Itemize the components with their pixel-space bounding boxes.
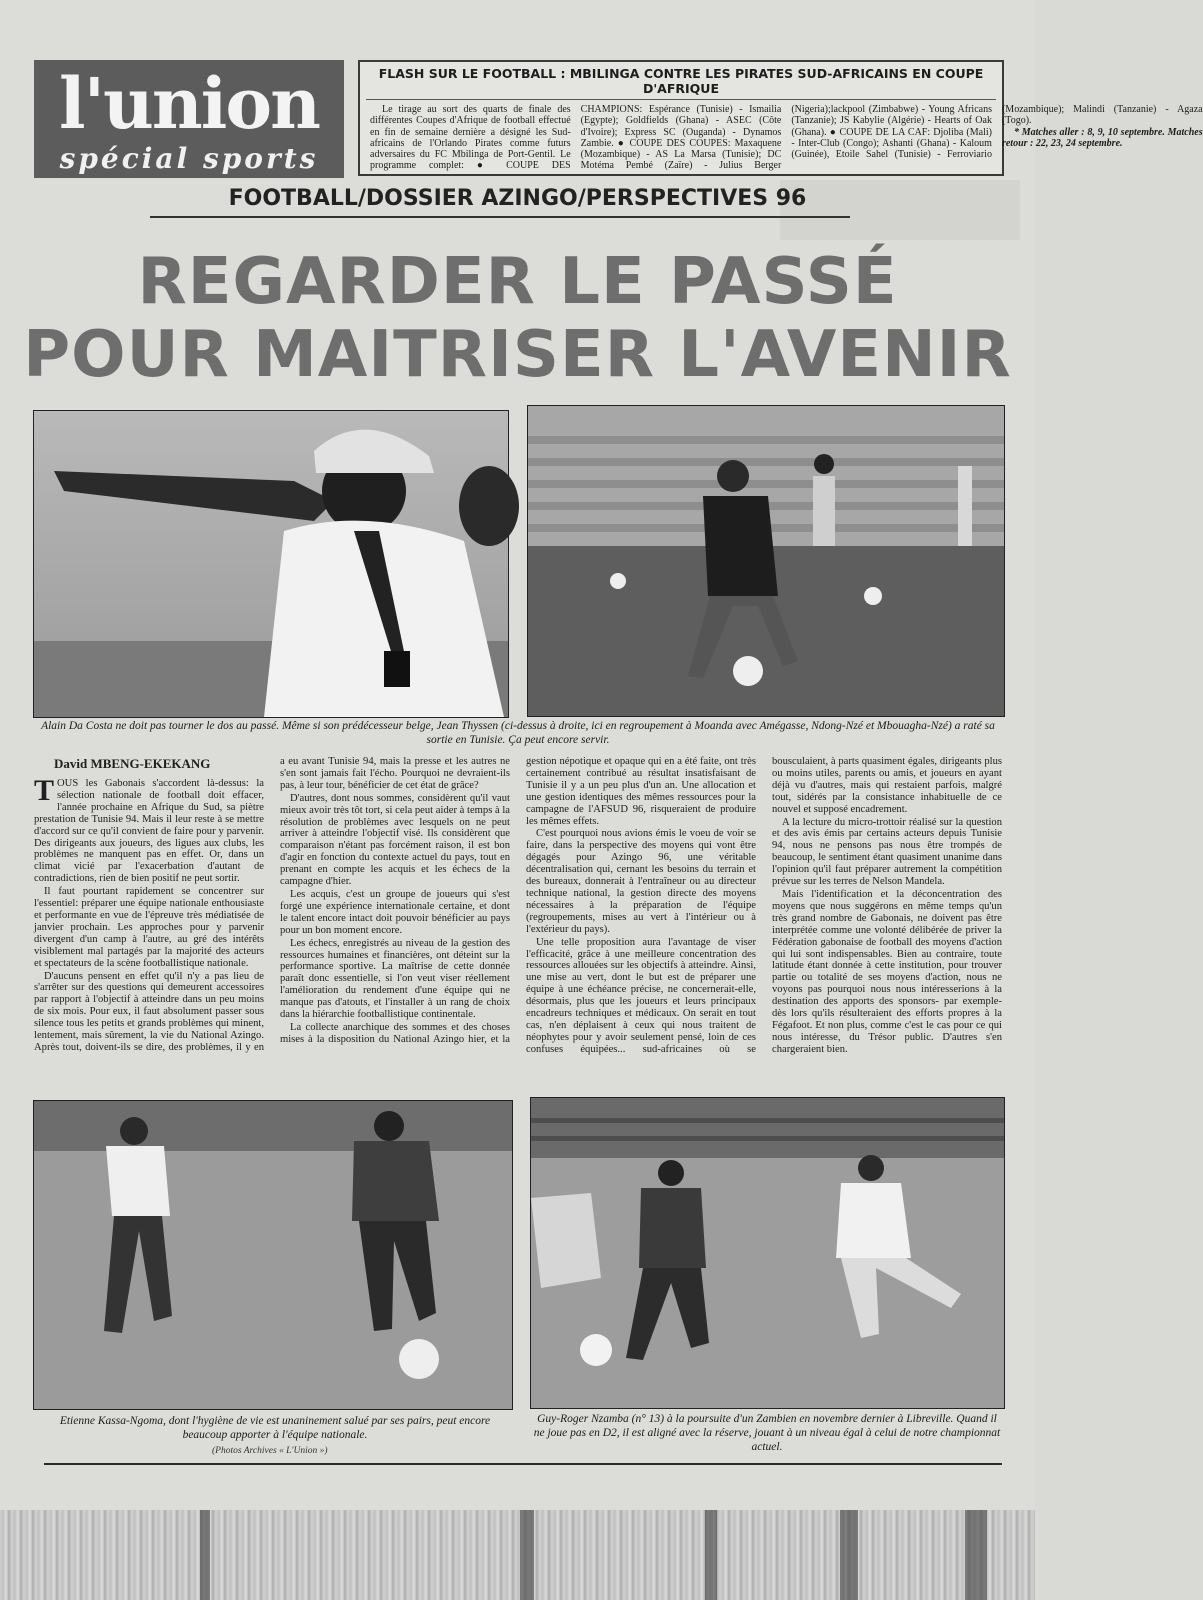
scan-streak xyxy=(840,1510,858,1600)
scan-streak xyxy=(705,1510,717,1600)
article-paragraph-1 xyxy=(34,774,264,885)
flash-text: Le tirage au sort des quarts de finale des différentes Coupes d'Afrique de football effectué en fin de semaine dernière a désigné les Sud-africains de l'Orlando Pirates comme futurs adversaires du FC Mbilinga de Port-Gentil. Le programme complet: ● COUPE DES CHAMPIONS: Espérance (Tunisie) - Ismailia (Egypte); Goldfields (Ghana) - ASEC (Côte d'Ivoire); Express SC (Ouganda) - Dynamos Zambie. ● COUPE DES COUPES: Maxaquene (Mozambique) - AS La Marsa (Tunisie); DC Motéma Pembé (Zaïre) - Julius Berger (Nigeria);lackpool (Zimbabwe) - Young Africans (Tanzanie); JS Kabylie (Algérie) - Hearts of Oak (Ghana). ● COUPE DE LA CAF: Djoliba (Mali) - Inter-Club (Congo); Ashanti (Ghana) - Kaloum (Guinée), Etoile Sahel (Tunisie) - Ferroviario (Mozambique); Malindi (Tanzanie) - Agaza (Togo). xyxy=(370,104,1203,172)
article-paragraph-4: D'autres, dont nous sommes, considèrent qu'il vaut mieux avoir très tôt tort, si cela peut aider à temps à la résolution de problèmes avec lesquels on ne peut arriver à atteindre l'objectif visé. Ils considèrent que comparaison n'étant pas forcément raison, il est bon d'agir en fonction du contexte actuel du pays, tout en prenant en compte les acquis et les échecs de la campagne d'hier. xyxy=(280,792,510,888)
article-paragraph-1-text: OUS les Gabonais s'accordent là-dessus: la sélection nationale de football doit effacer, l'année prochaine en Afrique du Sud, sa piètre prestation de Tunisie 94. Mais il leur reste à se mettre d'accord sur ce qu'il convient de faire pour y parvenir. Des dirigeants aux joueurs, des ligues aux clubs, les problèmes ne manquent pas en effet. Or, dans un climat vicié par l'exacerbation d'autant de contradictions, rien de bien positif ne peut sortir. xyxy=(34,778,264,885)
article-body xyxy=(34,756,1002,1090)
bottom-right-caption: Guy-Roger Nzamba (n° 13) à la poursuite d'un Zambien en novembre dernier à Libreville. Quand il ne joue pas en D2, il est aligné avec la réserve, jouant à un niveau égal à celui de notre championnat actuel. xyxy=(533,1413,1001,1453)
section-rule xyxy=(150,216,850,218)
training-session-photo xyxy=(527,405,1005,717)
flash-dates: * Matches aller : 8, 9, 10 septembre. Matches retour : 22, 23, 24 septembre. xyxy=(1001,126,1203,149)
players-chasing-ball-photo xyxy=(33,1100,513,1410)
bottom-rule xyxy=(44,1463,1002,1465)
article-paragraph-3: D'aucuns pensent en effet qu'il n'y a pas lieu de s'arrêter sur des questions qui demeurent accessoires par rapport à l'objectif à atteindre dans un peu moins de six mois. Pour eux, il faut absolument passer sous silence tous les petits et grands problèmes qui minent, lentement, mais sûrement, la vie du National Azingo. Après tout, doivent-ils se dire, des problèmes, il y en a eu avant Tunisie 94, mais la presse et les autres ne s'en sont jamais fait l'écho. Pourquoi ne devraient-ils pas, à leur tour, bénéficier de cet état de grâce? xyxy=(34,756,510,1053)
article-paragraph-2: Il faut pourtant rapidement se concentrer sur l'essentiel: préparer une équipe nationale enthousiaste et performante en vue de l'épreuve très médiatisée de janvier prochain. Les approches pour y parvenir divergent d'un camp à l'autre, au gré des intérêts visiblement mal partagés par la majorité des acteurs et spectateurs de la scène footballistique nationale. xyxy=(34,886,264,969)
section-header: FOOTBALL/DOSSIER AZINGO/PERSPECTIVES 96 xyxy=(228,186,807,211)
headline-line-1: REGARDER LE PASSÉ xyxy=(137,245,898,319)
article-paragraph-10: A la lecture du micro-trottoir réalisé sur la question et des avis émis par certains acteurs depuis Tunisie 94, nous ne pensons pas nous être trompés de beaucoup, le sentiment étant quasiment unanime dans l'opinion qu'il faut préparer autrement la compétition prévue sur les terres de Nelson Mandela. xyxy=(772,816,1002,888)
article-paragraph-5: Les acquis, c'est un groupe de joueurs qui s'est forgé une expérience internationale certaine, et dont le talent encore intact doit pouvoir bénéficier au pays pour un bon moment encore. xyxy=(280,888,510,936)
masthead-brand: l'union xyxy=(59,62,319,145)
article-paragraph-9: Une telle proposition aura l'avantage de viser l'efficacité, grâce à une meilleure concentration des ressources allouées sur les objectifs à atteindre. Ainsi, une mise au vert, dont le but est de préparer une équipe à une échéance précise, ne concernerait-elle, désormais, plus que les joueurs et leurs principaux encadreurs techniques et médicaux. On serait en tout cas, n'en déplaisent à ceux qui nous traitent de néophytes pour y avoir seulement pensé, loin de ces confuses équipées... sud-africaines où se bousculaient, à parts quasiment égales, dirigeants plus ou moins utiles, parents ou amis, et joueurs en ayant déjà vu d'autres, mais qui restaient parfois, malgré tout, sidérés par la consistance inhabituelle de ce nouvel et supposé encadrement. xyxy=(526,756,1002,1055)
bottom-left-caption: Etienne Kassa-Ngoma, dont l'hygiène de vie est unaninement salué par ses pairs, peut encore beaucoup apporter à l'équipe nationale. xyxy=(59,1415,491,1441)
article-paragraph-7: La collecte anarchique des sommes et des choses mises à la disposition du National Azingo hier, et la gestion népotique et opaque qui en a été faite, ont très certainement contribué au résultat insatisfaisant de Tunisie il y a un peu plus d'un an. Une allocation et une gestion identiques des mêmes ressources pour la campagne de l'AFSUD 96, risqueraient de produire les mêmes effets. xyxy=(280,756,756,1045)
flash-title: FLASH SUR LE FOOTBALL : MBILINGA CONTRE LES PIRATES SUD-AFRICAINS EN COUPE D'AFRIQUE xyxy=(366,62,996,100)
scan-streak xyxy=(520,1510,534,1600)
coach-pointing-photo xyxy=(33,410,509,718)
masthead-subtitle: spécial sports xyxy=(59,142,319,175)
article-paragraph-11: Mais l'identification et la déconcentration des moyens que nous suggérons en même temps qu'un très grand nombre de Gabonais, ne doivent pas être interprétée comme une volonté délibérée de priver la Fédération gabonaise de football des moyens d'action qui lui sont indispensables. Bien au contraire, toute latitude étant donnée à cette institution, pour trouver partie ou totalité de ses moyens d'action, nous ne voyons pas pourquoi nous nous intéresserions à la destination des apports des sponsors- par exemple- dès lors qu'ils résulteraient des efforts propres à la Fégafoot. Et non plus, comme c'est le cas pour ce qui nous intéresse, du Trésor public. D'autres s'en chargeraient bien. xyxy=(772,888,1002,1055)
photo-credit: (Photos Archives « L'Union ») xyxy=(212,1446,328,1456)
scan-streak xyxy=(965,1510,987,1600)
scan-streak xyxy=(200,1510,210,1600)
article-paragraph-8: C'est pourquoi nous avions émis le voeu de voir se faire, dans la perspective des moyens qui vont être dégagés pour Azingo 96, une véritable décentralisation qui, cernant les besoins du terrain et des bureaux, donnerait à l'entraîneur ou au directeur technique national, la gestion directe des moyens nécessaires à la préparation de l'équipe (regroupements, mises au vert à l'intérieur ou à l'extérieur du pays). xyxy=(526,828,756,935)
masthead xyxy=(34,60,344,178)
article-paragraph-6: Les échecs, enregistrés au niveau de la gestion des ressources humaines et financières, ont déteint sur la performance sportive. La maîtrise de cette donnée paraît donc essentielle, si l'on veut viser réellement l'amélioration du rendement d'une équipe qui ne manque pas d'atouts, et l'installer à un rang de choix dans la hiérarchie footballistique continentale. xyxy=(280,937,510,1021)
scan-artifact-strip xyxy=(0,1510,1035,1600)
flash-body xyxy=(360,100,1203,182)
headline-line-2: POUR MAITRISER L'AVENIR xyxy=(23,318,1012,392)
dropcap: T xyxy=(34,774,55,807)
article-byline: David MBENG-EKEKANG xyxy=(54,756,211,771)
match-action-photo xyxy=(530,1097,1005,1409)
top-photo-caption: Alain Da Costa ne doit pas tourner le dos au passé. Même si son prédécesseur belge, Jean Thyssen (ci-dessus à droite, ici en regroupement à Moanda avec Amégasse, Ndong-Nzé et Mbouagha-Nzé) a raté sa sortie en Tunisie. Ça peut encore servir. xyxy=(41,720,995,746)
flash-box xyxy=(358,60,1203,176)
